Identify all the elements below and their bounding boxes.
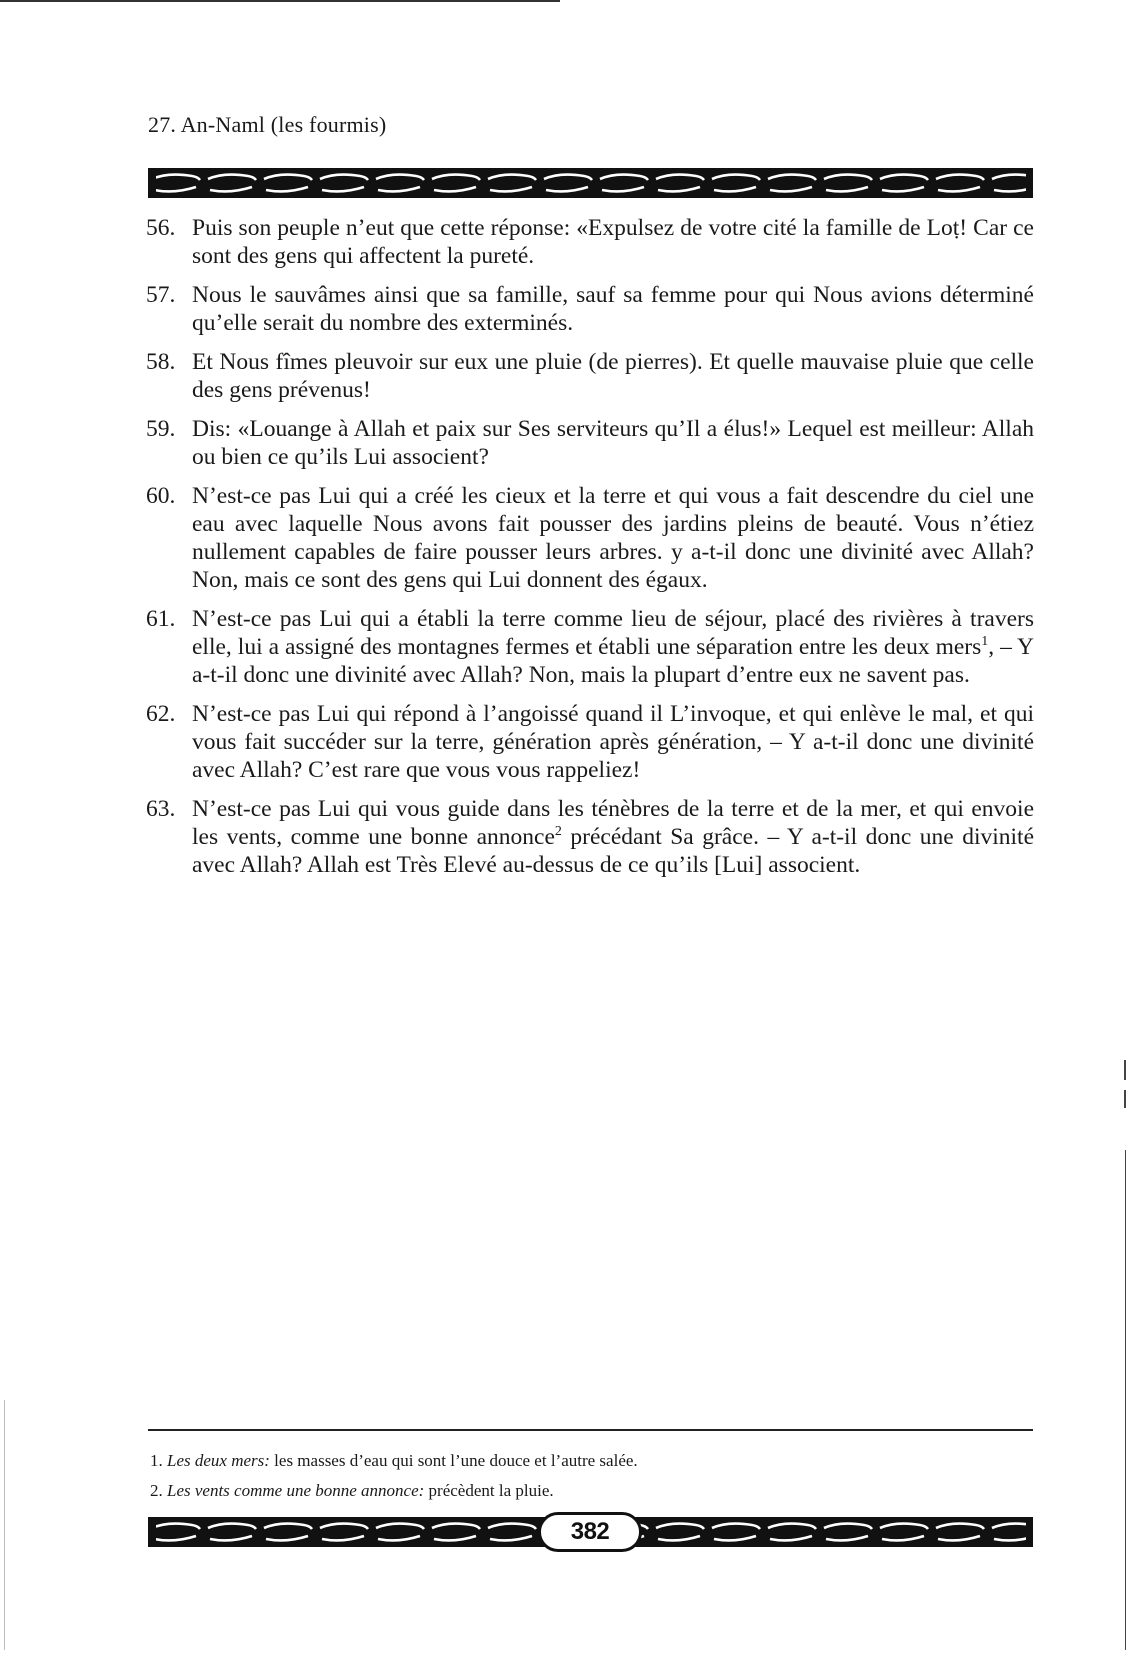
verse-number: 56. bbox=[146, 215, 176, 241]
verse-text-part: N’est-ce pas Lui qui a établi la terre comme lieu de séjour, placé des rivières à travers elle, lui a assigné des montagnes fermes et établi une séparation entre les deux mers bbox=[192, 606, 1034, 660]
verse-number: 61. bbox=[146, 606, 176, 632]
footnote-number: 1. bbox=[150, 1451, 163, 1470]
scan-edge-mark bbox=[1124, 1060, 1126, 1080]
footnote-divider bbox=[148, 1429, 1033, 1431]
page-header: 27. An-Naml (les fourmis) bbox=[148, 112, 387, 137]
verse-text: Puis son peuple n’eut que cette réponse: «Expulsez de votre cité la famille de Loṭ! Car ce sont des gens qui affectent la pureté. bbox=[192, 215, 1034, 269]
verse-item bbox=[146, 348, 1034, 404]
footnote-term: Les vents comme une bonne annonce: bbox=[167, 1481, 425, 1500]
verse-number: 58. bbox=[146, 349, 176, 375]
verse-item bbox=[146, 281, 1034, 337]
verse-number: 60. bbox=[146, 483, 176, 509]
footnote-reference: 1 bbox=[981, 634, 989, 650]
verse-item bbox=[146, 415, 1034, 471]
footnote-item bbox=[150, 1476, 1030, 1506]
footnote-text: précèdent la pluie. bbox=[424, 1481, 554, 1500]
footnote-number: 2. bbox=[150, 1481, 163, 1500]
verse-text: N’est-ce pas Lui qui répond à l’angoissé quand il L’invoque, et qui enlève le mal, et qui vous fait succéder sur la terre, génération après génération, – Y a-t-il donc une divinité avec Allah? C’est rare que vous vous rappeliez! bbox=[192, 701, 1034, 783]
verse-number: 63. bbox=[146, 796, 176, 822]
verse-text: Dis: «Louange à Allah et paix sur Ses serviteurs qu’Il a élus!» Lequel est meilleur: Allah ou bien ce qu’ils Lui associent? bbox=[192, 416, 1034, 470]
verse-text-part: , – Y a-t-il donc une divinité avec Allah? Non, mais la plupart d’entre eux ne savent pas. bbox=[192, 634, 1034, 688]
page-number: 382 bbox=[538, 1512, 642, 1552]
verse-text bbox=[192, 796, 1034, 878]
footnote-term: Les deux mers: bbox=[167, 1451, 270, 1470]
scan-edge-mark bbox=[4, 1400, 5, 1650]
verse-item bbox=[146, 482, 1034, 594]
top-ornamental-border bbox=[148, 168, 1033, 198]
verse-number: 62. bbox=[146, 701, 176, 727]
verse-item bbox=[146, 700, 1034, 784]
verse-item bbox=[146, 214, 1034, 270]
verse-number: 57. bbox=[146, 282, 176, 308]
verse-item bbox=[146, 605, 1034, 689]
scan-edge-mark bbox=[1124, 1090, 1126, 1108]
scan-edge-mark bbox=[1125, 1150, 1126, 1650]
verse-text: N’est-ce pas Lui qui a créé les cieux et la terre et qui vous a fait descendre du ciel une eau avec laquelle Nous avons fait pousser des jardins pleins de beauté. Vous n’étiez nullement capables de faire pousser leurs arbres. y a-t-il donc une divinité avec Allah? Non, mais ce sont des gens qui Lui donnent des égaux. bbox=[192, 483, 1034, 593]
verse-text-part: précédant Sa grâce. – Y a-t-il donc une divinité avec Allah? Allah est Très Elevé au-dessus de ce qu’ils [Lui] associent. bbox=[192, 824, 1035, 878]
verse-text: Et Nous fîmes pleuvoir sur eux une pluie (de pierres). Et quelle mauvaise pluie que celle des gens prévenus! bbox=[192, 349, 1034, 403]
footnotes bbox=[150, 1446, 1030, 1506]
verse-text: Nous le sauvâmes ainsi que sa famille, sauf sa femme pour qui Nous avions déterminé qu’elle serait du nombre des exterminés. bbox=[192, 282, 1034, 336]
footnote-item bbox=[150, 1446, 1030, 1476]
footnote-text: les masses d’eau qui sont l’une douce et l’autre salée. bbox=[269, 1451, 638, 1470]
footnote-reference: 2 bbox=[554, 824, 562, 840]
verse-text bbox=[192, 606, 1034, 688]
verse-list bbox=[146, 214, 1034, 890]
verse-item bbox=[146, 795, 1034, 879]
scan-edge-line bbox=[0, 0, 560, 2]
verse-text-part: N’est-ce pas Lui qui vous guide dans les ténèbres de la terre et de la mer, et qui envoie les vents, comme une bonne annonce bbox=[192, 796, 1034, 850]
verse-number: 59. bbox=[146, 416, 176, 442]
chain-pattern bbox=[148, 168, 1033, 198]
